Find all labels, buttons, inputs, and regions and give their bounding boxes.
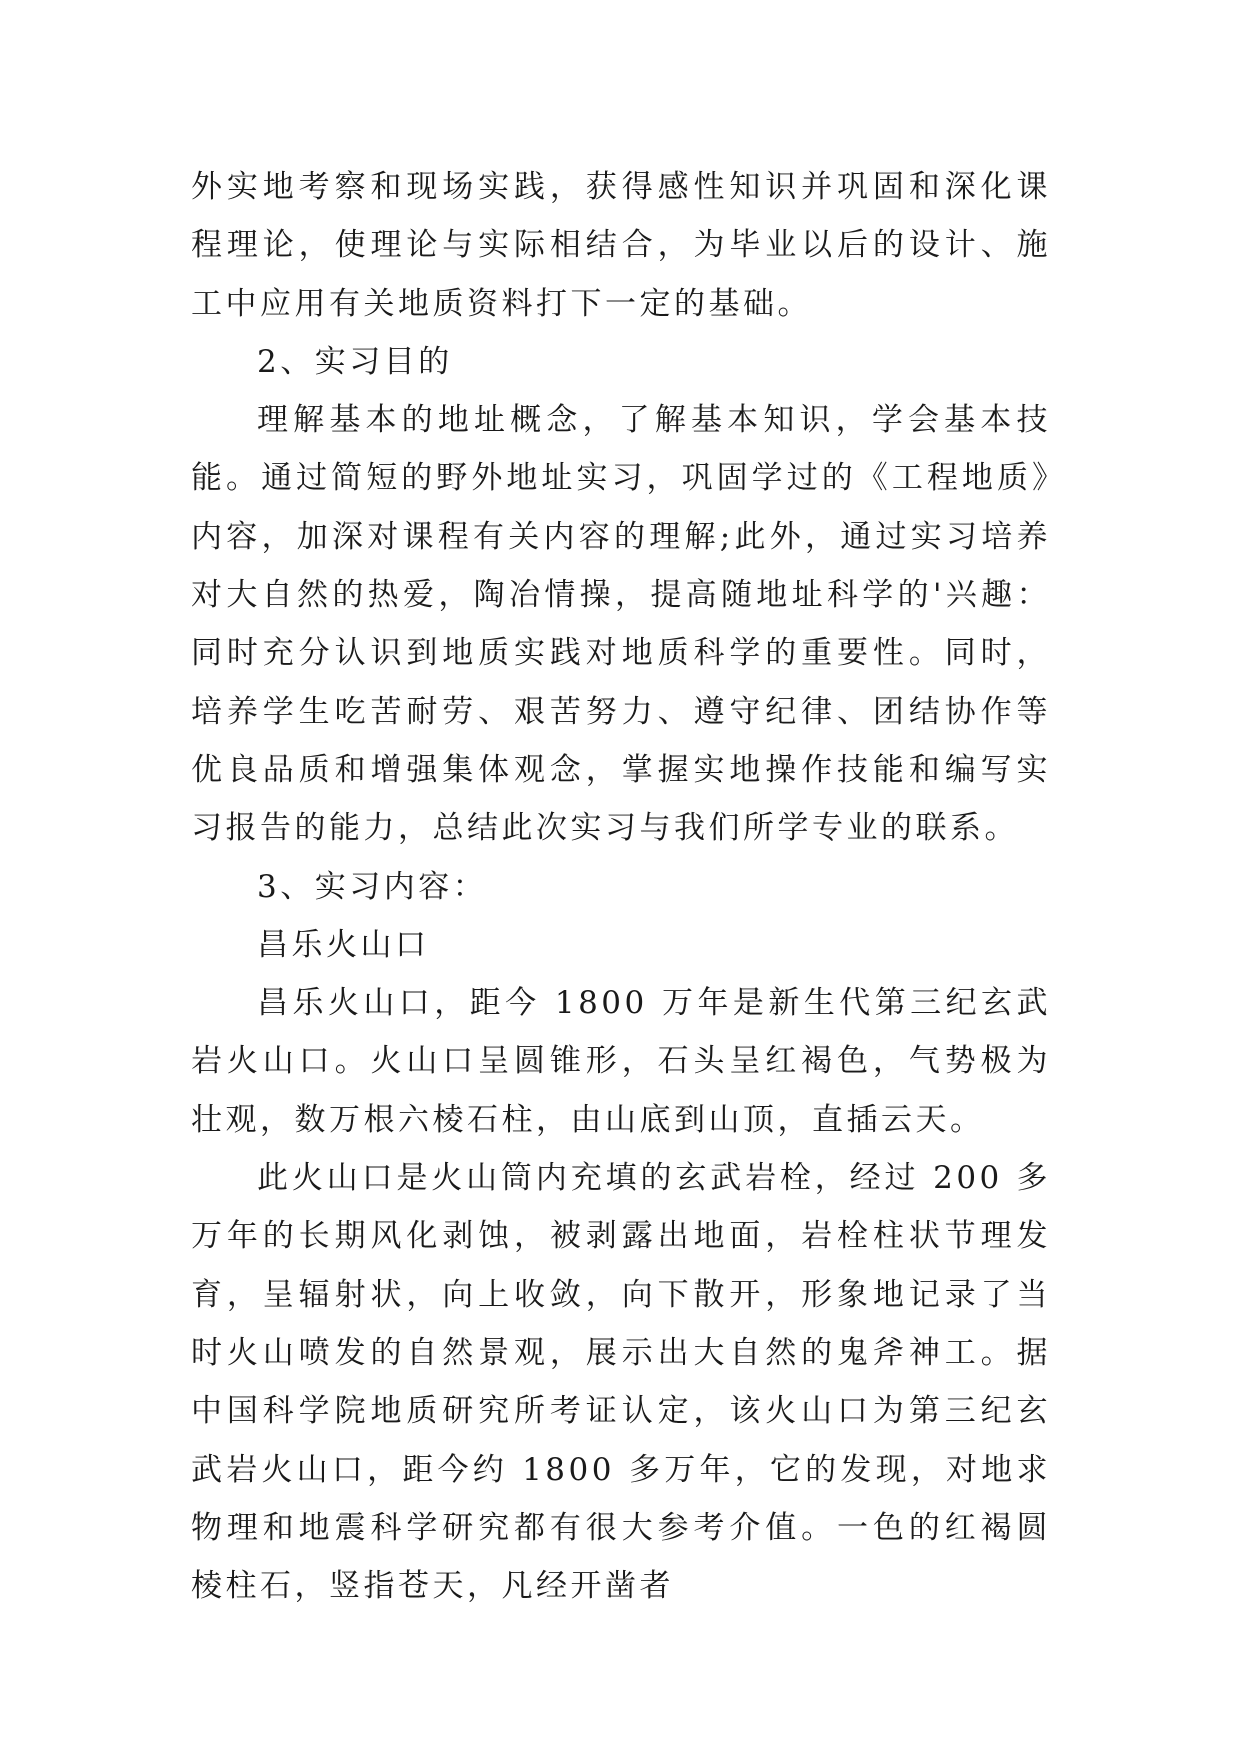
paragraph-crater-detail: 此火山口是火山筒内充填的玄武岩栓，经过 200 多万年的长期风化剥蚀，被剥露出地面，岩栓柱状节理发育，呈辐射状，向上收敛，向下散开，形象地记录了当时火山喷发的自然景观，展示出大自然的鬼斧神工。据中国科学院地质研究所考证认定，该火山口为第三纪玄武岩火山口，距今约 1800 多万年，它的发现，对地求物理和地震科学研究都有很大参考介值。一色的红褐圆棱柱石，竖指苍天，凡经开凿者 <box>191 1160 1051 1605</box>
section-heading-content: 3、实习内容： <box>257 868 488 905</box>
paragraph-intro-continuation: 外实地考察和现场实践，获得感性知识并巩固和深化课程理论，使理论与实际相结合，为毕业以后的设计、施工中应用有关地质资料打下一定的基础。 <box>191 169 1051 322</box>
subheading-changle-crater: 昌乐火山口 <box>257 926 430 963</box>
document-body <box>191 158 1051 1615</box>
paragraph-crater-intro: 昌乐火山口，距今 1800 万年是新生代第三纪玄武岩火山口。火山口呈圆锥形，石头呈红褐色，气势极为壮观，数万根六棱石柱，由山底到山顶，直插云天。 <box>191 985 1051 1138</box>
paragraph-purpose: 理解基本的地址概念，了解基本知识，学会基本技能。通过简短的野外地址实习，巩固学过的《工程地质》内容，加深对课程有关内容的理解;此外，通过实习培养对大自然的热爱，陶冶情操，提高随地址科学的'兴趣：同时充分认识到地质实践对地质科学的重要性。同时，培养学生吃苦耐劳、艰苦努力、遵守纪律、团结协作等优良品质和增强集体观念，掌握实地操作技能和编写实习报告的能力，总结此次实习与我们所学专业的联系。 <box>191 402 1051 847</box>
section-heading-purpose: 2、实习目的 <box>257 343 453 380</box>
